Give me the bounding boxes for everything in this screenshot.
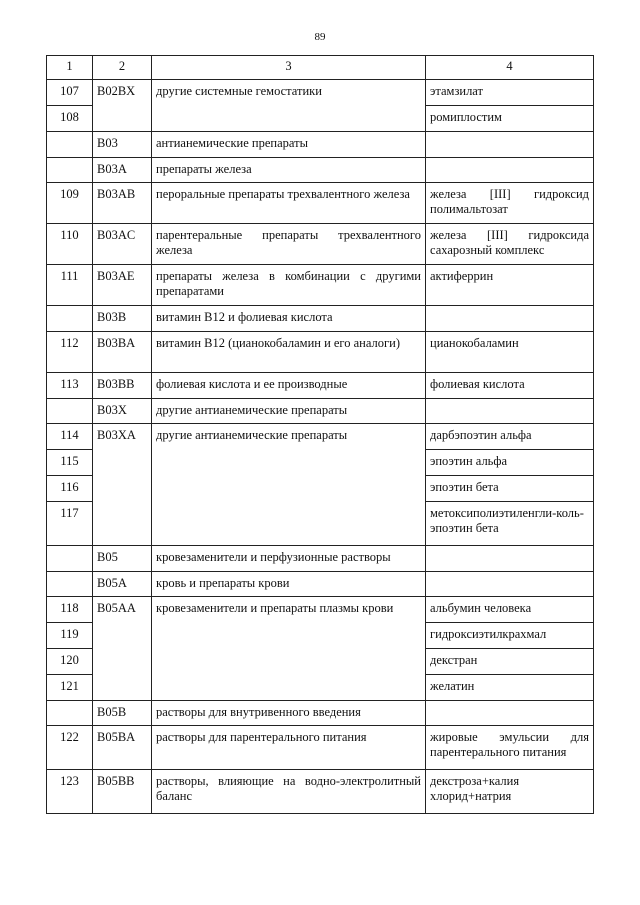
table-row xyxy=(47,373,594,399)
drug-name: актиферрин xyxy=(426,265,594,306)
row-number: 107 xyxy=(47,80,93,106)
atc-code: B03AE xyxy=(93,265,152,306)
drug-name: железа [III] гидроксида сахарозный комплекс xyxy=(426,224,594,265)
row-number xyxy=(47,701,93,726)
group-description: витамин B12 и фолиевая кислота xyxy=(152,306,426,332)
row-number: 122 xyxy=(47,726,93,770)
drug-name: фолиевая кислота xyxy=(426,373,594,399)
row-number xyxy=(47,572,93,597)
table-row xyxy=(47,224,594,265)
drug-name: железа [III] гидроксид полимальтозат xyxy=(426,183,594,224)
table-row xyxy=(47,183,594,224)
row-number xyxy=(47,132,93,158)
drug-name: цианокобаламин xyxy=(426,332,594,373)
drug-table xyxy=(46,55,594,814)
table-row xyxy=(47,265,594,306)
row-number: 118 xyxy=(47,597,93,623)
row-number: 123 xyxy=(47,770,93,814)
group-description: кровезаменители и препараты плазмы крови xyxy=(152,597,426,701)
atc-code: B03BA xyxy=(93,332,152,373)
atc-code: B05AA xyxy=(93,597,152,701)
drug-name: ромиплостим xyxy=(426,106,594,132)
group-description: другие антианемические препараты xyxy=(152,399,426,424)
table-row xyxy=(47,726,594,770)
drug-name xyxy=(426,572,594,597)
column-header-1: 1 xyxy=(47,56,93,80)
drug-name: эпоэтин бета xyxy=(426,476,594,502)
table-row xyxy=(47,424,594,450)
table-row xyxy=(47,332,594,373)
atc-code: B03 xyxy=(93,132,152,158)
atc-code: B03X xyxy=(93,399,152,424)
group-description: препараты железа в комбинации с другими препаратами xyxy=(152,265,426,306)
group-description: витамин B12 (цианокобаламин и его аналоги) xyxy=(152,332,426,373)
row-number: 110 xyxy=(47,224,93,265)
drug-name: декстроза+калия хлорид+натрия xyxy=(426,770,594,814)
group-description: другие системные гемостатики xyxy=(152,80,426,132)
atc-code: B05B xyxy=(93,701,152,726)
row-number: 112 xyxy=(47,332,93,373)
row-number xyxy=(47,399,93,424)
table-row xyxy=(47,770,594,814)
table-row xyxy=(47,399,594,424)
group-description: парентеральные препараты трехвалентного железа xyxy=(152,224,426,265)
drug-name xyxy=(426,306,594,332)
row-number: 117 xyxy=(47,502,93,546)
group-description: другие антианемические препараты xyxy=(152,424,426,546)
table-row xyxy=(47,132,594,158)
drug-name: альбумин человека xyxy=(426,597,594,623)
row-number: 114 xyxy=(47,424,93,450)
group-description: растворы для парентерального питания xyxy=(152,726,426,770)
group-description: растворы, влияющие на водно-электролитный баланс xyxy=(152,770,426,814)
atc-code: B05BB xyxy=(93,770,152,814)
drug-name: жировые эмульсии для парентерального питания xyxy=(426,726,594,770)
table-header-row xyxy=(47,56,594,80)
atc-code: B03AB xyxy=(93,183,152,224)
atc-code: B03BB xyxy=(93,373,152,399)
row-number: 121 xyxy=(47,675,93,701)
drug-name xyxy=(426,399,594,424)
drug-name: желатин xyxy=(426,675,594,701)
row-number: 116 xyxy=(47,476,93,502)
drug-name: гидроксиэтилкрахмал xyxy=(426,623,594,649)
drug-name: этамзилат xyxy=(426,80,594,106)
group-description: кровезаменители и перфузионные растворы xyxy=(152,546,426,572)
group-description: пероральные препараты трехвалентного железа xyxy=(152,183,426,224)
row-number xyxy=(47,546,93,572)
table-row xyxy=(47,80,594,106)
group-description: кровь и препараты крови xyxy=(152,572,426,597)
row-number: 119 xyxy=(47,623,93,649)
group-description: растворы для внутривенного введения xyxy=(152,701,426,726)
table-row xyxy=(47,701,594,726)
page-number: 89 xyxy=(314,31,326,43)
row-number: 111 xyxy=(47,265,93,306)
group-description: антианемические препараты xyxy=(152,132,426,158)
atc-code: B03B xyxy=(93,306,152,332)
atc-code: B05 xyxy=(93,546,152,572)
table-row xyxy=(47,546,594,572)
drug-name: метоксиполиэтиленгли-коль-эпоэтин бета xyxy=(426,502,594,546)
row-number xyxy=(47,306,93,332)
row-number: 115 xyxy=(47,450,93,476)
table-row xyxy=(47,572,594,597)
drug-name: дарбэпоэтин альфа xyxy=(426,424,594,450)
atc-code: B03A xyxy=(93,158,152,183)
column-header-3: 3 xyxy=(152,56,426,80)
atc-code: B05BA xyxy=(93,726,152,770)
row-number: 108 xyxy=(47,106,93,132)
drug-name xyxy=(426,132,594,158)
row-number xyxy=(47,158,93,183)
row-number: 120 xyxy=(47,649,93,675)
atc-code: B03AC xyxy=(93,224,152,265)
atc-code: B05A xyxy=(93,572,152,597)
group-description: препараты железа xyxy=(152,158,426,183)
group-description: фолиевая кислота и ее производные xyxy=(152,373,426,399)
drug-name: эпоэтин альфа xyxy=(426,450,594,476)
column-header-2: 2 xyxy=(93,56,152,80)
table-row xyxy=(47,158,594,183)
column-header-4: 4 xyxy=(426,56,594,80)
atc-code: B03XA xyxy=(93,424,152,546)
table-row xyxy=(47,306,594,332)
drug-name xyxy=(426,546,594,572)
atc-code: B02BX xyxy=(93,80,152,132)
table-row xyxy=(47,597,594,623)
drug-name xyxy=(426,701,594,726)
drug-name xyxy=(426,158,594,183)
drug-name: декстран xyxy=(426,649,594,675)
row-number: 113 xyxy=(47,373,93,399)
row-number: 109 xyxy=(47,183,93,224)
